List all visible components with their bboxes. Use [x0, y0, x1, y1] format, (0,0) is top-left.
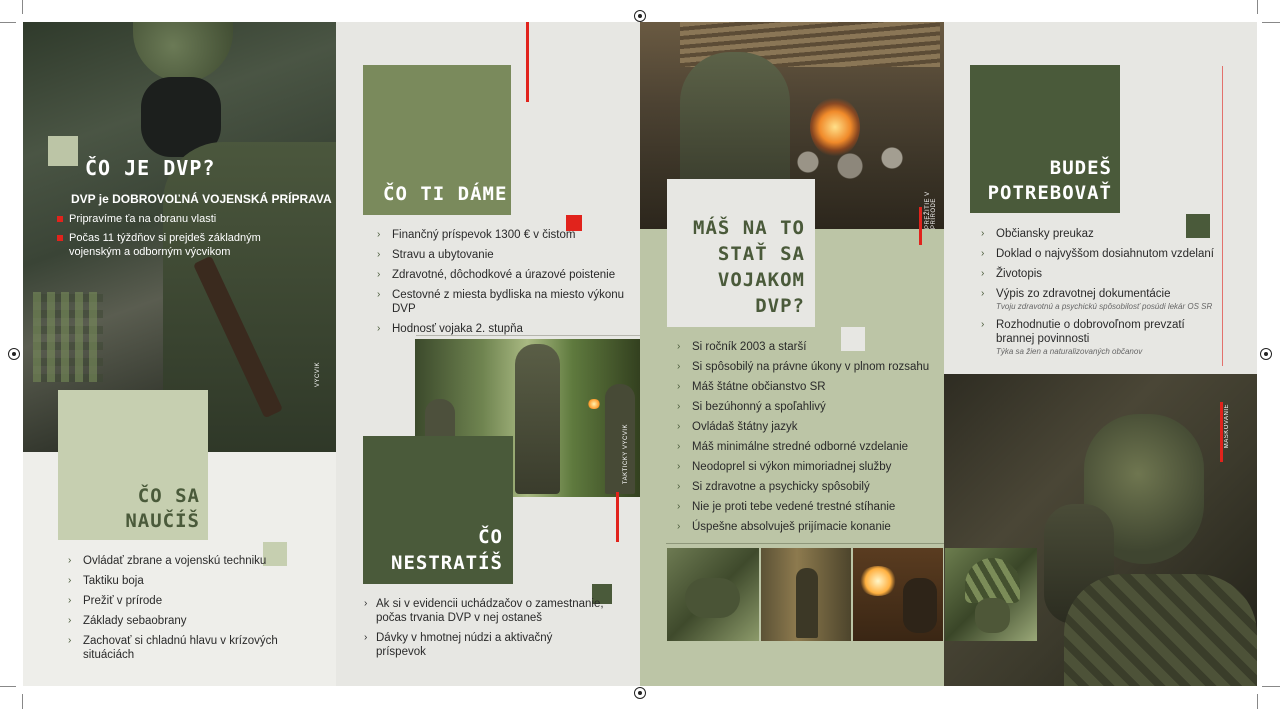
thumb-photo-firing [853, 548, 943, 641]
list-what-we-give [374, 228, 634, 342]
list-what-you-learn [65, 554, 325, 668]
chevron-right-icon: › [677, 461, 681, 472]
list-dvp-facts [55, 212, 265, 259]
photo-caption: PREŽITIE V PRÍRODE [925, 191, 937, 229]
title-requirements-line3: VOJAKOM [717, 269, 805, 291]
chevron-right-icon: › [364, 598, 368, 609]
chevron-right-icon: › [981, 319, 985, 330]
chevron-right-icon: › [364, 632, 368, 643]
list-item [65, 574, 325, 588]
list-item [55, 231, 265, 259]
list-item [674, 440, 939, 454]
soldier-silhouette [685, 578, 740, 618]
registration-mark-top [634, 10, 646, 22]
title-what-you-learn-line2: NAUČÍŠ [125, 510, 200, 532]
soldier-silhouette [903, 578, 937, 633]
list-item-text: Nie je proti tebe vedené trestné stíhanie [692, 501, 896, 513]
list-item-text: Máš minimálne stredné odborné vzdelanie [692, 441, 909, 453]
crop-mark [22, 0, 23, 14]
chevron-right-icon: › [677, 421, 681, 432]
list-item [674, 420, 939, 434]
list-item-text: Si ročník 2003 a starší [692, 341, 807, 353]
muzzle-flash [858, 566, 898, 596]
title-you-will-need-line2: POTREBOVAŤ [987, 182, 1112, 204]
muzzle-flash [587, 399, 601, 409]
crop-mark [1262, 686, 1280, 687]
title-what-we-give: ČO TI DÁME [383, 183, 508, 205]
chevron-right-icon: › [68, 615, 72, 626]
pixel-camo-overlay [33, 292, 103, 382]
chevron-right-icon: › [377, 323, 381, 334]
box-requirements-title [667, 179, 815, 327]
chevron-right-icon: › [677, 441, 681, 452]
chevron-right-icon: › [981, 248, 985, 259]
red-square-bullet [57, 235, 63, 241]
list-item-text: Úspešne absolvuješ prijímacie konanie [692, 521, 891, 533]
registration-mark-right [1260, 348, 1272, 360]
title-you-will-need-line1: BUDEŠ [1049, 157, 1112, 179]
list-item-text: Prežiť v prírode [83, 595, 163, 607]
panel-requirements [640, 22, 944, 686]
list-item-text: Zachovať si chladnú hlavu v krízových situáciách [83, 635, 278, 661]
panel-what-is-dvp [23, 22, 336, 686]
list-item [374, 322, 634, 336]
chevron-right-icon: › [981, 288, 985, 299]
title-requirements-line4: DVP? [755, 295, 805, 317]
title-what-you-keep-line1: ČO [478, 526, 503, 548]
list-item [65, 634, 325, 662]
chevron-right-icon: › [377, 249, 381, 260]
list-you-will-need [978, 227, 1223, 363]
list-item-text: Ak si v evidencii uchádzačov o zamestnanie, počas trvania DVP v nej ostaneš [376, 598, 604, 624]
chevron-right-icon: › [68, 595, 72, 606]
chevron-right-icon: › [68, 555, 72, 566]
list-item [374, 288, 634, 316]
red-accent-line [919, 207, 922, 245]
list-item [674, 480, 939, 494]
list-item-text: Ovládaš štátny jazyk [692, 421, 798, 433]
list-item-text: Hodnosť vojaka 2. stupňa [392, 323, 523, 335]
divider-line [666, 543, 944, 544]
list-item [978, 247, 1223, 261]
list-item [978, 267, 1223, 281]
list-item [674, 400, 939, 414]
chevron-right-icon: › [677, 361, 681, 372]
list-item [374, 248, 634, 262]
box-you-will-need [970, 65, 1120, 213]
list-item-text: Rozhodnutie o dobrovoľnom prevzatí brannej povinnosti [996, 319, 1185, 345]
list-item-text: Cestovné z miesta bydliska na miesto výkonu DVP [392, 289, 625, 315]
list-item [374, 228, 634, 242]
list-item-text: Si spôsobilý na právne úkony v plnom rozsahu [692, 361, 930, 373]
list-item [65, 614, 325, 628]
list-item [978, 227, 1223, 241]
heading-dvp-definition: DVP je DOBROVOĽNÁ VOJENSKÁ PRÍPRAVA [71, 192, 332, 206]
list-item-text: Neodoprel si výkon mimoriadnej služby [692, 461, 892, 473]
list-item-text: Počas 11 týždňov si prejdeš základným vojenským a odborným výcvikom [69, 232, 261, 258]
list-item-text: Zdravotné, dôchodkové a úrazové poistenie [392, 269, 616, 281]
soldier-silhouette [605, 384, 635, 494]
soldier-helmet-shape [133, 22, 233, 82]
chevron-right-icon: › [677, 521, 681, 532]
list-item-text: Výpis zo zdravotnej dokumentácie [996, 288, 1171, 300]
list-item [374, 268, 634, 282]
crop-mark [22, 694, 23, 709]
box-what-we-give [363, 65, 511, 215]
uniform-shape [1064, 574, 1257, 686]
soldier-silhouette [680, 52, 790, 192]
divider-line [416, 335, 640, 336]
list-item [674, 360, 939, 374]
title-what-you-learn-line1: ČO SA [137, 485, 200, 507]
red-accent-line [526, 22, 529, 102]
list-requirements [674, 340, 939, 540]
chevron-right-icon: › [981, 268, 985, 279]
crop-mark [0, 686, 16, 687]
title-what-you-keep-line2: NESTRATÍŠ [391, 552, 503, 574]
chevron-right-icon: › [677, 401, 681, 412]
list-item [65, 554, 325, 568]
box-what-you-keep [363, 436, 513, 584]
face-shape [975, 598, 1010, 633]
chevron-right-icon: › [981, 228, 985, 239]
list-item [65, 594, 325, 608]
list-item [978, 318, 1223, 357]
chevron-right-icon: › [377, 289, 381, 300]
list-item-text: Základy sebaobrany [83, 615, 187, 627]
soldier-silhouette [515, 344, 560, 494]
list-item-text: Dávky v hmotnej núdzi a aktivačný príspevok [376, 632, 553, 658]
red-square-bullet [57, 216, 63, 222]
chevron-right-icon: › [377, 229, 381, 240]
list-item-text: Finančný príspevok 1300 € v čistom [392, 229, 576, 241]
chevron-right-icon: › [677, 501, 681, 512]
title-what-is-dvp: ČO JE DVP? [85, 156, 216, 180]
red-accent-line [1220, 402, 1223, 462]
list-item [674, 380, 939, 394]
registration-mark-left [8, 348, 20, 360]
red-accent-line [616, 492, 619, 542]
helmet-shape [965, 558, 1020, 603]
thumb-photo-camo-helmet [945, 548, 1037, 641]
list-item [674, 460, 939, 474]
crop-mark [1257, 694, 1258, 709]
list-item [364, 597, 604, 625]
list-item-text: Životopis [996, 268, 1043, 280]
title-square-deco [48, 136, 78, 166]
panel-what-we-give [336, 22, 640, 686]
chevron-right-icon: › [677, 381, 681, 392]
soldier-silhouette [796, 568, 818, 638]
list-item-text: Ovládať zbrane a vojenskú techniku [83, 555, 267, 567]
list-item-text: Si zdravotne a psychicky spôsobilý [692, 481, 870, 493]
chevron-right-icon: › [677, 341, 681, 352]
list-item [55, 212, 265, 226]
list-item-note: Týka sa žien a naturalizovaných občanov [996, 347, 1143, 356]
photo-caption: TAKTICKÝ VÝCVIK [623, 424, 629, 485]
list-item-text: Občiansky preukaz [996, 228, 1094, 240]
chevron-right-icon: › [677, 481, 681, 492]
list-item [674, 340, 939, 354]
list-item [674, 520, 939, 534]
chevron-right-icon: › [68, 635, 72, 646]
list-what-you-keep [364, 597, 604, 665]
list-item-text: Si bezúhonný a spoľahlivý [692, 401, 826, 413]
photo-caption: MASKOVANIE [1224, 404, 1230, 449]
list-item-text: Máš štátne občianstvo SR [692, 381, 826, 393]
list-item-note: Tvoju zdravotnú a psychickú spôsobilosť posúdi lekár OS SR [996, 302, 1213, 311]
crop-mark [1257, 0, 1258, 14]
crop-mark [1262, 22, 1280, 23]
list-item-text: Stravu a ubytovanie [392, 249, 494, 261]
thumb-photo-sniper [667, 548, 759, 641]
stones [780, 142, 920, 182]
list-item-text: Taktiku boja [83, 575, 144, 587]
title-requirements-line2: STAŤ SA [717, 243, 805, 265]
crop-mark [0, 22, 16, 23]
list-item-text: Pripravíme ťa na obranu vlasti [69, 213, 217, 225]
list-item [674, 500, 939, 514]
list-item [978, 287, 1223, 312]
chevron-right-icon: › [377, 269, 381, 280]
photo-caption: VÝCVIK [315, 362, 321, 388]
title-requirements-line1: MÁŠ NA TO [693, 217, 805, 239]
list-item-text: Doklad o najvyššom dosiahnutom vzdelaní [996, 248, 1214, 260]
list-item [364, 631, 604, 659]
box-what-you-learn [58, 390, 208, 540]
chevron-right-icon: › [68, 575, 72, 586]
registration-mark-bottom [634, 687, 646, 699]
thumb-photo-forest-group [761, 548, 851, 641]
